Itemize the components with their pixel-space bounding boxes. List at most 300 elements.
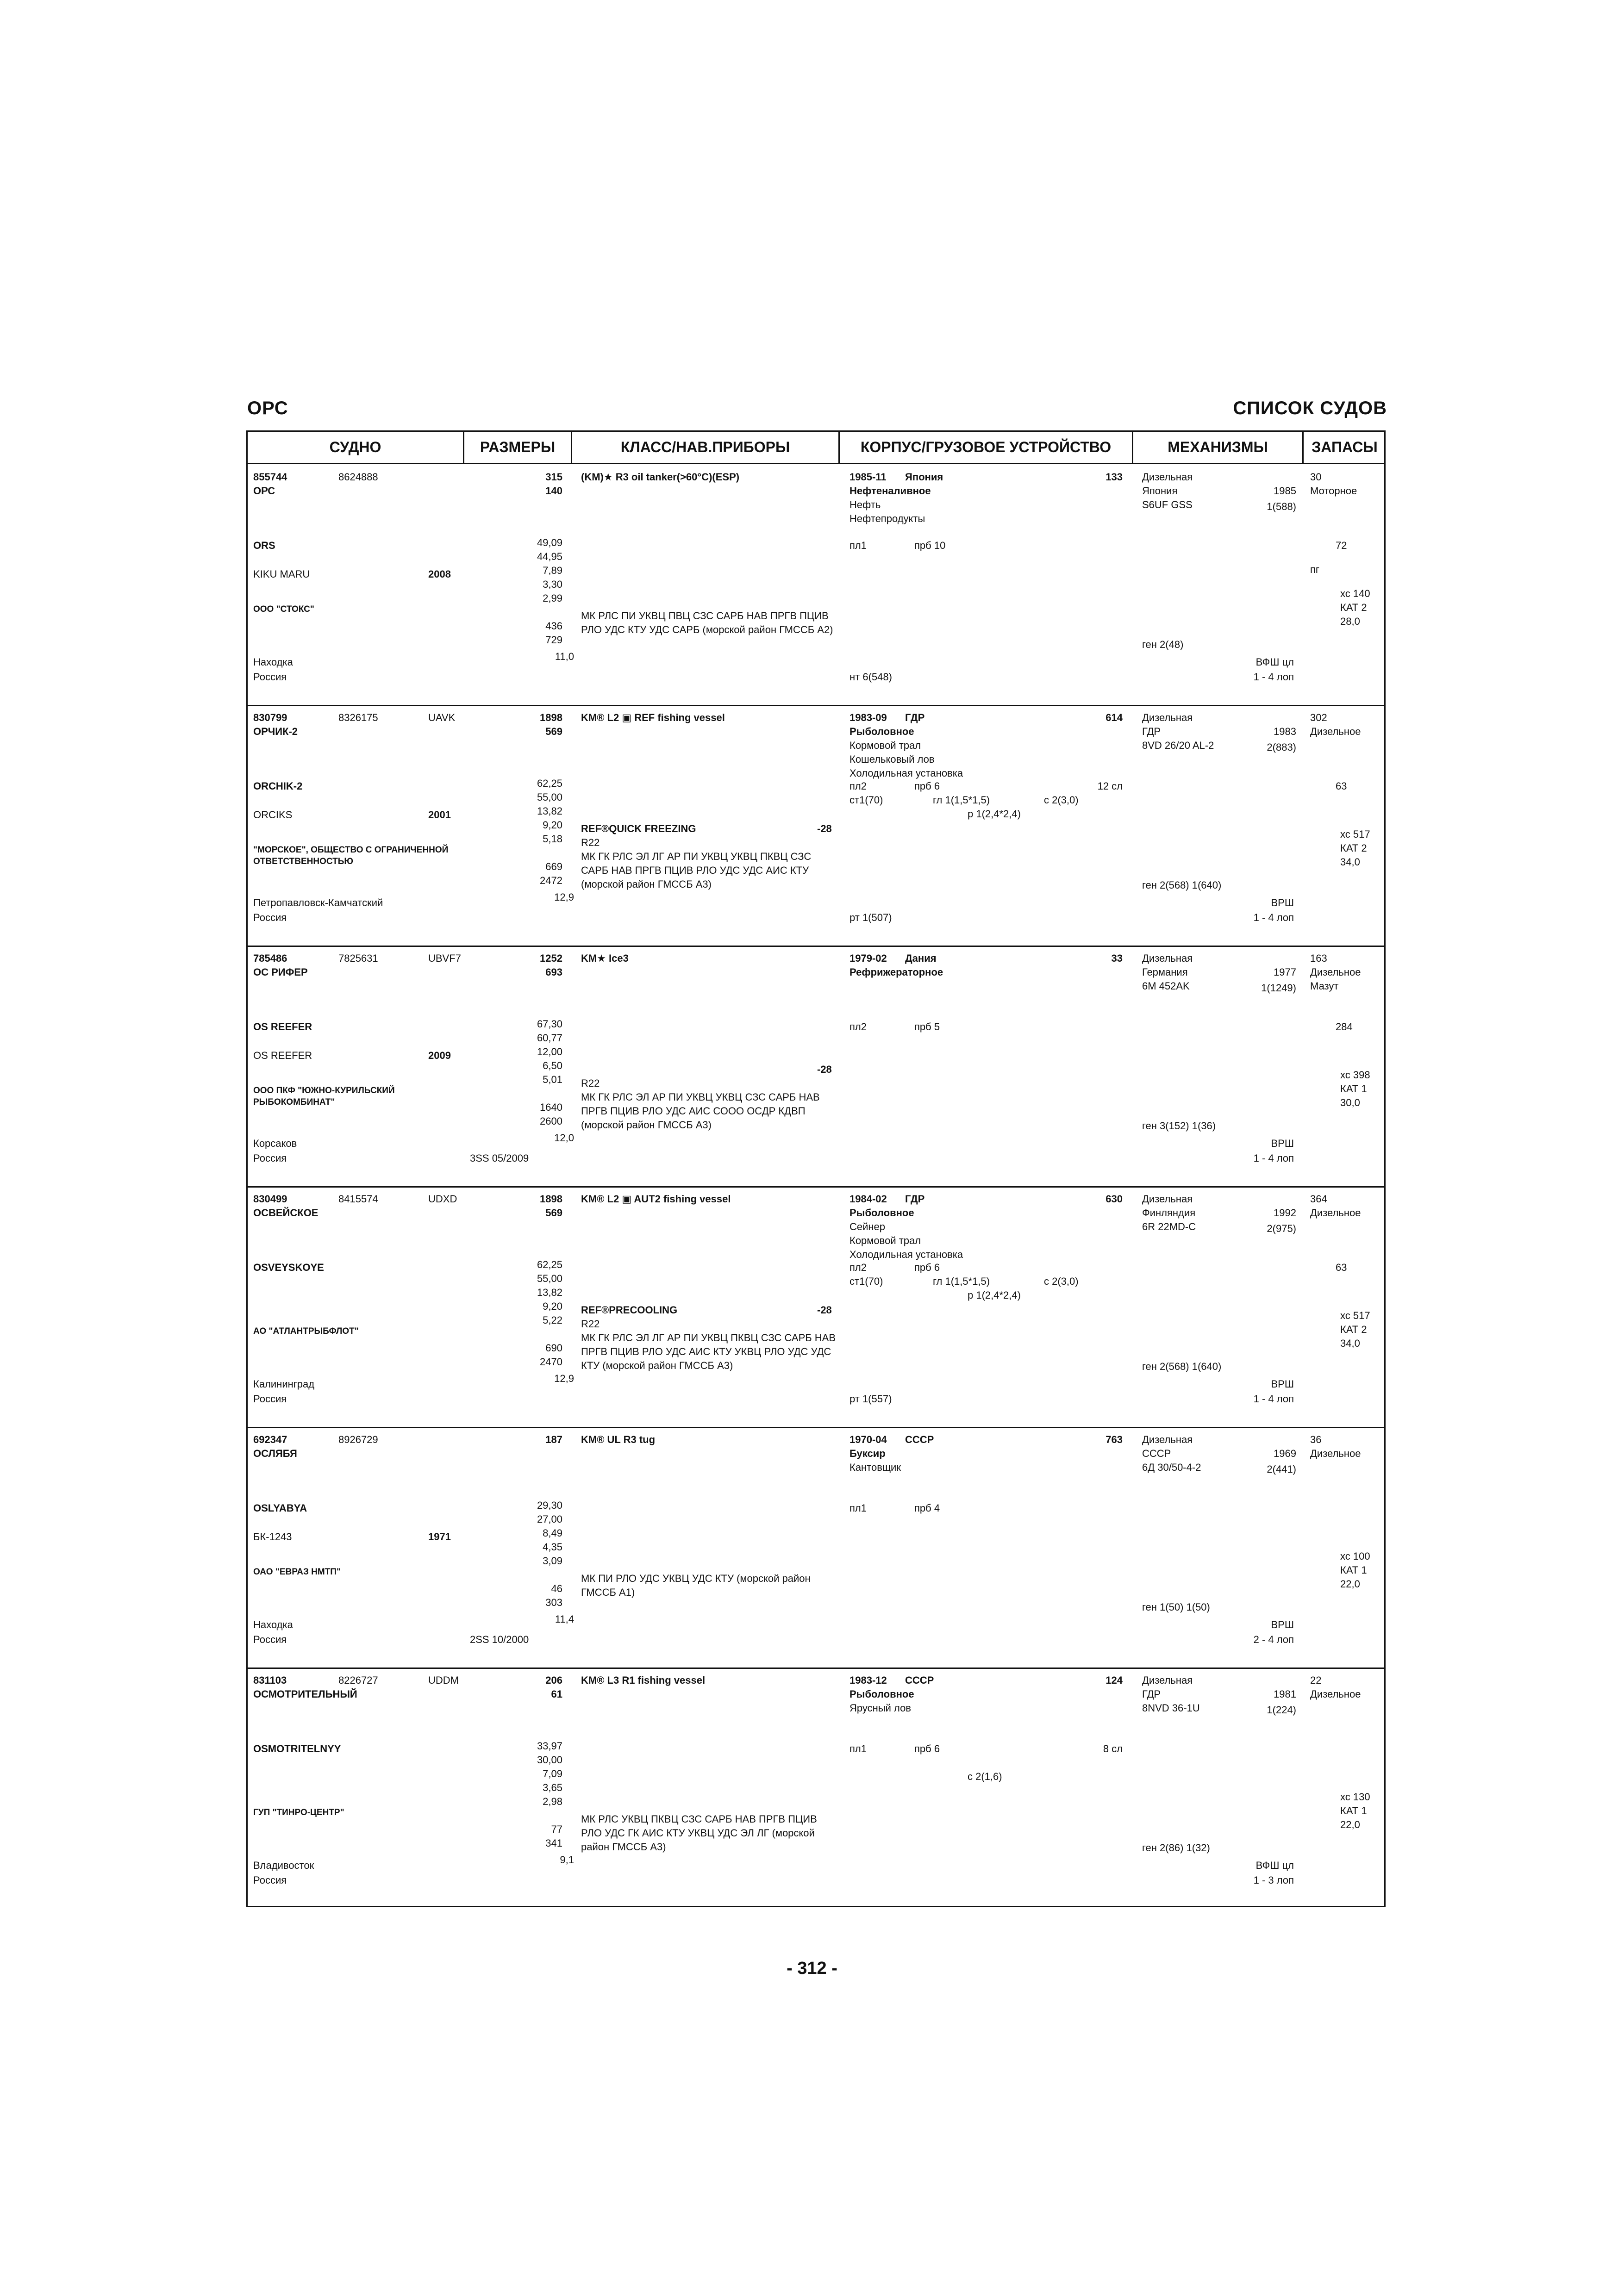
stores-fuel-amount: 364 xyxy=(1310,1193,1327,1205)
list-line: 8,49 xyxy=(543,1527,562,1539)
vessel-name: ОС РИФЕР xyxy=(253,966,308,978)
engine-country: Финляндия xyxy=(1142,1207,1196,1219)
list-line: 7,89 xyxy=(543,565,562,576)
list-line: хс 517 xyxy=(1340,1310,1370,1321)
engine-year: 1992 xyxy=(1274,1207,1296,1219)
builder-number: 133 xyxy=(1106,471,1123,483)
hatch-extra: р 1(2,4*2,4) xyxy=(968,808,1021,820)
bulkhead-count: прб 6 xyxy=(914,1262,940,1273)
refrigerant: R22 xyxy=(581,837,600,848)
hatch-sizes: гл 1(1,5*1,5) xyxy=(933,794,990,806)
propeller-blades: 1 - 3 лоп xyxy=(1253,1874,1294,1886)
stores-list xyxy=(1340,1790,1370,1832)
engine-country: ГДР xyxy=(1142,726,1161,737)
list-line: 29,30 xyxy=(537,1500,562,1511)
list-line: 46 xyxy=(551,1583,562,1594)
gross-tonnage: 315 xyxy=(545,471,562,483)
propeller-blades: 2 - 4 лоп xyxy=(1253,1634,1294,1645)
vessel-imo-number: 8326175 xyxy=(338,712,378,723)
list-line: хс 130 xyxy=(1340,1791,1370,1803)
bulkhead-count: прб 6 xyxy=(914,1743,940,1755)
engine-power: 1(1249) xyxy=(1261,982,1296,994)
vessel-imo-number: 8226727 xyxy=(338,1674,378,1686)
stores-list xyxy=(1340,587,1370,628)
generators: ген 3(152) 1(36) xyxy=(1142,1120,1216,1132)
propeller-type: ВРШ xyxy=(1271,1619,1294,1630)
vessel-former-year: 1971 xyxy=(428,1531,451,1543)
engine-power: 1(224) xyxy=(1267,1704,1296,1716)
net-tonnage: 693 xyxy=(545,966,562,978)
dimensions-list xyxy=(488,536,562,647)
list-line xyxy=(488,605,562,619)
list-line: КАТ 1 xyxy=(1340,1083,1367,1095)
page-section-title: СПИСОК СУДОВ xyxy=(1233,398,1387,418)
speed: 12,9 xyxy=(554,1373,574,1384)
generators: ген 2(48) xyxy=(1142,639,1184,650)
stores-fuel-type: Дизельное xyxy=(1310,1688,1361,1700)
vessel-reg-number: 830499 xyxy=(253,1193,287,1205)
list-line: 28,0 xyxy=(1340,616,1360,627)
generators: ген 1(50) 1(50) xyxy=(1142,1601,1210,1613)
list-line: 303 xyxy=(545,1597,562,1608)
navigation-equipment: МК ПИ РЛО УДС УКВЦ УДС КТУ (морской район ГМССБ А1) xyxy=(581,1573,811,1598)
builder-number: 124 xyxy=(1106,1674,1123,1686)
vessel-type: Нефтеналивное xyxy=(849,485,931,497)
builder-number: 630 xyxy=(1106,1193,1123,1205)
build-date: 1983-09 xyxy=(849,712,887,723)
list-line: 2600 xyxy=(540,1115,562,1127)
vessel-country: Россия xyxy=(253,1393,287,1405)
engine-type: Дизельная xyxy=(1142,1674,1193,1686)
vessel-callsign: UDXD xyxy=(428,1193,457,1205)
engine-type: Дизельная xyxy=(1142,471,1193,483)
stores-fuel-amount: 22 xyxy=(1310,1674,1322,1686)
stores-unit: пг xyxy=(1310,564,1319,575)
vessel-reg-number: 785486 xyxy=(253,952,287,964)
propeller-type: ВФШ цл xyxy=(1255,656,1294,668)
list-line: 13,82 xyxy=(537,805,562,817)
build-country: ГДР xyxy=(905,712,925,723)
engine-country: Германия xyxy=(1142,966,1188,978)
propeller-blades: 1 - 4 лоп xyxy=(1253,1152,1294,1164)
gross-tonnage: 187 xyxy=(545,1434,562,1445)
vessel-description xyxy=(849,1220,963,1262)
list-line: Кормовой трал xyxy=(849,740,921,751)
vessel-type: Рыболовное xyxy=(849,1207,914,1219)
gross-tonnage: 1898 xyxy=(540,712,562,723)
propeller-blades: 1 - 4 лоп xyxy=(1253,671,1294,683)
vessel-latin-name: ORCHIK-2 xyxy=(253,780,303,792)
vessel-callsign: UDDM xyxy=(428,1674,459,1686)
col-header-class: КЛАСС/НАВ.ПРИБОРЫ xyxy=(572,432,838,464)
hatch-dims: ст1(70) xyxy=(849,794,883,806)
hold-count: пл2 xyxy=(849,1021,867,1033)
net-tonnage: 140 xyxy=(545,485,562,497)
stores-list xyxy=(1340,1068,1370,1110)
list-line: хс 517 xyxy=(1340,828,1370,840)
vessel-home-port: Находка xyxy=(253,656,293,668)
speed: 9,1 xyxy=(560,1854,574,1866)
class-refrigeration: REF®PRECOOLING xyxy=(581,1304,678,1316)
list-line: 55,00 xyxy=(537,1273,562,1284)
col-header-hull: КОРПУС/ГРУЗОВОЕ УСТРОЙСТВО xyxy=(840,432,1132,464)
list-line: Сейнер xyxy=(849,1221,886,1232)
propeller-blades: 1 - 4 лоп xyxy=(1253,1393,1294,1405)
engine-model: S6UF GSS xyxy=(1142,499,1193,510)
page-running-title: ОРС xyxy=(247,398,288,418)
vessel-country: Россия xyxy=(253,912,287,923)
vessel-reg-number: 855744 xyxy=(253,471,287,483)
bulkhead-count: прб 10 xyxy=(914,540,946,551)
list-line: 3,30 xyxy=(543,579,562,590)
list-line: 34,0 xyxy=(1340,1338,1360,1349)
vessel-former-year: 2001 xyxy=(428,809,451,821)
stores-water: 63 xyxy=(1336,1262,1347,1273)
build-date: 1985-11 xyxy=(849,471,887,483)
vessel-latin-name: OSVEYSKOYE xyxy=(253,1262,324,1273)
list-line: 6,50 xyxy=(543,1060,562,1071)
vessel-owner: ГУП "ТИНРО-ЦЕНТР" xyxy=(253,1808,344,1817)
builder-number: 33 xyxy=(1111,952,1123,964)
stores-fuel-type: Дизельное xyxy=(1310,1448,1361,1459)
vessel-latin-name: ORS xyxy=(253,540,275,551)
vessel-callsign: UBVF7 xyxy=(428,952,461,964)
cargo-tanks: рт 1(507) xyxy=(849,912,892,923)
engine-country: Япония xyxy=(1142,485,1178,497)
list-line: 9,20 xyxy=(543,819,562,831)
navigation-equipment: МК ГК РЛС ЭЛ ЛГ АР ПИ УКВЦ ПКВЦ СЗС САРБ НАВ ПРГВ ПЦИВ РЛО УДС АИС КТУ УКВЦ РЛО УДС УДС КТУ (морской район ГМССБ А3) xyxy=(581,1332,836,1371)
dimensions-list xyxy=(488,1499,562,1610)
vessel-survey: 3SS 05/2009 xyxy=(470,1152,529,1164)
vessel-country: Россия xyxy=(253,671,287,683)
vessel-name: ОРЧИК-2 xyxy=(253,726,298,737)
stores-fuel-type: Дизельное xyxy=(1310,726,1361,737)
vessel-callsign: UAVK xyxy=(428,712,456,723)
list-line xyxy=(488,1568,562,1582)
hold-count: пл1 xyxy=(849,1743,867,1755)
list-line: 67,30 xyxy=(537,1018,562,1030)
list-line: 729 xyxy=(545,634,562,646)
stores-fuel-amount: 163 xyxy=(1310,952,1327,964)
engine-type: Дизельная xyxy=(1142,952,1193,964)
propeller-blades: 1 - 4 лоп xyxy=(1253,912,1294,923)
propeller-type: ВРШ xyxy=(1271,1138,1294,1149)
stores-water: 63 xyxy=(1336,780,1347,792)
vessel-name: ОСМОТРИТЕЛЬНЫЙ xyxy=(253,1688,357,1700)
list-line: 55,00 xyxy=(537,791,562,803)
stores-fuel-type: Дизельное xyxy=(1310,966,1361,978)
dimensions-list xyxy=(488,1739,562,1850)
list-line: 33,97 xyxy=(537,1740,562,1752)
bulkhead-count: прб 6 xyxy=(914,780,940,792)
stores-fuel-type: Дизельное xyxy=(1310,1207,1361,1219)
cargo-capacity: 12 сл xyxy=(1097,780,1123,792)
list-line: КАТ 1 xyxy=(1340,1805,1367,1817)
vessel-reg-number: 830799 xyxy=(253,712,287,723)
dimensions-list xyxy=(488,1258,562,1369)
list-line: 5,18 xyxy=(543,833,562,845)
speed: 12,0 xyxy=(554,1132,574,1144)
vessel-former-name: KIKU MARU xyxy=(253,568,310,580)
net-tonnage: 569 xyxy=(545,726,562,737)
vessel-owner: ООО "СТОКС" xyxy=(253,604,314,614)
list-line: 30,0 xyxy=(1340,1097,1360,1108)
build-date: 1970-04 xyxy=(849,1434,887,1445)
list-line: 3,65 xyxy=(543,1782,562,1793)
engine-country: СССР xyxy=(1142,1448,1171,1459)
cargo-tanks: рт 1(557) xyxy=(849,1393,892,1405)
list-line: хс 398 xyxy=(1340,1069,1370,1081)
hold-count: пл2 xyxy=(849,1262,867,1273)
vessel-owner: ОАО "ЕВРАЗ НМТП" xyxy=(253,1567,341,1577)
propeller-type: ВФШ цл xyxy=(1255,1860,1294,1871)
vessel-description xyxy=(849,1701,911,1715)
list-line: 4,35 xyxy=(543,1541,562,1553)
engine-country: ГДР xyxy=(1142,1688,1161,1700)
engine-power: 1(588) xyxy=(1267,501,1296,512)
list-line: 22,0 xyxy=(1340,1578,1360,1590)
engine-power: 2(975) xyxy=(1267,1223,1296,1234)
vessel-name: ОСВЕЙСКОЕ xyxy=(253,1207,319,1219)
list-line: Нефть xyxy=(849,499,881,510)
list-line: 2,99 xyxy=(543,592,562,604)
list-line: 22,0 xyxy=(1340,1819,1360,1830)
hatch-extra: р 1(2,4*2,4) xyxy=(968,1289,1021,1301)
engine-year: 1977 xyxy=(1274,966,1296,978)
class-notation: KM® UL R3 tug xyxy=(581,1434,656,1445)
hatch-sizes: гл 1(1,5*1,5) xyxy=(933,1276,990,1287)
stores-fuel-amount: 302 xyxy=(1310,712,1327,723)
list-line: Кантовщик xyxy=(849,1462,901,1473)
generators: ген 2(86) 1(32) xyxy=(1142,1842,1210,1854)
vessel-former-name: ORCIKS xyxy=(253,809,293,821)
engine-year: 1985 xyxy=(1274,485,1296,497)
list-line: 27,00 xyxy=(537,1513,562,1525)
vessel-name: ОРС xyxy=(253,485,275,497)
vessel-owner: "МОРСКОЕ", ОБЩЕСТВО С ОГРАНИЧЕННОЙ ОТВЕТСТВЕННОСТЬЮ xyxy=(253,845,449,866)
list-line: Ярусный лов xyxy=(849,1702,911,1714)
vessel-former-year: 2009 xyxy=(428,1050,451,1061)
vessel-former-year: 2008 xyxy=(428,568,451,580)
list-line: 34,0 xyxy=(1340,856,1360,868)
vessel-imo-number: 8624888 xyxy=(338,471,378,483)
vessel-home-port: Владивосток xyxy=(253,1860,314,1871)
list-line: 690 xyxy=(545,1342,562,1354)
refrigerant: R22 xyxy=(581,1077,600,1089)
bulkhead-count: прб 5 xyxy=(914,1021,940,1033)
dimensions-list xyxy=(488,1017,562,1128)
stores-fuel-amount: 36 xyxy=(1310,1434,1322,1445)
engine-model: 8VD 26/20 AL-2 xyxy=(1142,740,1214,751)
navigation-equipment: МК РЛС УКВЦ ПКВЦ СЗС САРБ НАВ ПРГВ ПЦИВ РЛО УДС ГК АИС КТУ УКВЦ УДС ЭЛ ЛГ (морской район ГМССБ А3) xyxy=(581,1813,817,1853)
list-line: КАТ 2 xyxy=(1340,602,1367,613)
vessel-record xyxy=(248,706,1384,947)
generators: ген 2(568) 1(640) xyxy=(1142,1361,1222,1372)
col-header-stores: ЗАПАСЫ xyxy=(1304,432,1386,464)
engine-type: Дизельная xyxy=(1142,1193,1193,1205)
gross-tonnage: 206 xyxy=(545,1674,562,1686)
list-line: 60,77 xyxy=(537,1032,562,1044)
vessel-record xyxy=(248,947,1384,1188)
vessel-country: Россия xyxy=(253,1634,287,1645)
build-country: Япония xyxy=(905,471,943,483)
cargo-capacity: 8 сл xyxy=(1103,1743,1123,1755)
vessel-imo-number: 8926729 xyxy=(338,1434,378,1445)
speed: 12,9 xyxy=(554,891,574,903)
class-notation: KM★ Ice3 xyxy=(581,952,629,964)
speed: 11,0 xyxy=(555,651,574,662)
vessel-latin-name: OS REEFER xyxy=(253,1021,312,1033)
net-tonnage: 569 xyxy=(545,1207,562,1219)
engine-year: 1983 xyxy=(1274,726,1296,737)
list-line xyxy=(488,1327,562,1341)
navigation-equipment: МК ГК РЛС ЭЛ ЛГ АР ПИ УКВЦ УКВЦ ПКВЦ СЗС САРБ НАВ ПРГВ ПЦИВ РЛО УДС УДС АИС КТУ (морской район ГМССБ А3) xyxy=(581,851,812,890)
builder-number: 614 xyxy=(1106,712,1123,723)
vessel-description xyxy=(849,1461,901,1475)
stores-fuel-amount: 30 xyxy=(1310,471,1322,483)
engine-model: 6M 452AK xyxy=(1142,980,1190,992)
stores-list xyxy=(1340,1549,1370,1591)
refrigerant: R22 xyxy=(581,1318,600,1330)
engine-type: Дизельная xyxy=(1142,712,1193,723)
list-line: 77 xyxy=(551,1823,562,1835)
engine-model: 6R 22MD-C xyxy=(1142,1221,1196,1232)
propeller-type: ВРШ xyxy=(1271,1378,1294,1390)
vessel-latin-name: OSLYABYA xyxy=(253,1502,307,1514)
list-line: хс 140 xyxy=(1340,588,1370,599)
build-date: 1979-02 xyxy=(849,952,887,964)
hold-count: пл2 xyxy=(849,780,867,792)
cargo-tanks: нт 6(548) xyxy=(849,671,892,683)
vessel-record xyxy=(248,1188,1384,1428)
list-line: Нефтепродукты xyxy=(849,513,925,524)
list-line: Холодильная установка xyxy=(849,767,963,779)
list-line: 9,20 xyxy=(543,1300,562,1312)
list-line: 2,98 xyxy=(543,1796,562,1807)
list-line: 1640 xyxy=(540,1101,562,1113)
list-line: 62,25 xyxy=(537,1259,562,1270)
list-line xyxy=(488,1809,562,1823)
list-line: 49,09 xyxy=(537,537,562,548)
vessel-former-name: БК-1243 xyxy=(253,1531,292,1543)
navigation-equipment: МК РЛС ПИ УКВЦ ПВЦ СЗС САРБ НАВ ПРГВ ПЦИВ РЛО УДС КТУ УДС САРБ (морской район ГМССБ А2) xyxy=(581,610,833,635)
vessel-home-port: Петропавловск-Камчатский xyxy=(253,897,383,908)
vessel-country: Россия xyxy=(253,1152,287,1164)
vessel-home-port: Корсаков xyxy=(253,1138,297,1149)
list-line xyxy=(488,1087,562,1101)
class-notation: KM® L3 R1 fishing vessel xyxy=(581,1674,706,1686)
hold-count: пл1 xyxy=(849,1502,867,1514)
list-line: 44,95 xyxy=(537,551,562,562)
engine-model: 6Д 30/50-4-2 xyxy=(1142,1462,1201,1473)
stores-water: 72 xyxy=(1336,540,1347,551)
list-line: 62,25 xyxy=(537,778,562,789)
engine-year: 1969 xyxy=(1274,1448,1296,1459)
engine-model: 8NVD 36-1U xyxy=(1142,1702,1200,1714)
speed: 11,4 xyxy=(555,1613,574,1625)
dimensions-list xyxy=(488,777,562,888)
propeller-type: ВРШ xyxy=(1271,897,1294,908)
engine-power: 2(441) xyxy=(1267,1463,1296,1475)
vessel-record xyxy=(248,1428,1384,1669)
hatch-extra: с 2(1,6) xyxy=(968,1771,1002,1782)
hatch-dims: ст1(70) xyxy=(849,1276,883,1287)
vessel-home-port: Калининград xyxy=(253,1378,315,1390)
gross-tonnage: 1252 xyxy=(540,952,562,964)
list-line: хс 100 xyxy=(1340,1550,1370,1562)
class-notation: KM® L2 ▣ AUT2 fishing vessel xyxy=(581,1193,731,1205)
list-line: 30,00 xyxy=(537,1754,562,1766)
engine-type: Дизельная xyxy=(1142,1434,1193,1445)
list-line xyxy=(488,846,562,860)
build-country: СССР xyxy=(905,1434,934,1445)
list-line: КАТ 1 xyxy=(1340,1564,1367,1576)
vessel-type: Рыболовное xyxy=(849,1688,914,1700)
vessel-type: Рыболовное xyxy=(849,726,914,737)
refrigeration-temperature: -28 xyxy=(817,823,832,834)
build-country: СССР xyxy=(905,1674,934,1686)
vessel-owner: АО "АТЛАНТРЫБФЛОТ" xyxy=(253,1326,359,1336)
hatch-cargo: с 2(3,0) xyxy=(1044,794,1079,806)
list-line: 436 xyxy=(545,620,562,632)
vessel-country: Россия xyxy=(253,1874,287,1886)
list-line: 5,22 xyxy=(543,1314,562,1326)
vessel-reg-number: 831103 xyxy=(253,1674,287,1686)
list-line: 669 xyxy=(545,861,562,872)
vessel-imo-number: 8415574 xyxy=(338,1193,378,1205)
bulkhead-count: прб 4 xyxy=(914,1502,940,1514)
vessel-type: Буксир xyxy=(849,1448,886,1459)
list-line: 2470 xyxy=(540,1356,562,1368)
list-line: 7,09 xyxy=(543,1768,562,1780)
stores-list xyxy=(1340,1309,1370,1350)
vessel-latin-name: OSMOTRITELNYY xyxy=(253,1743,341,1755)
vessel-description xyxy=(849,739,963,780)
list-line: Кормовой трал xyxy=(849,1235,921,1246)
list-line: 13,82 xyxy=(537,1287,562,1298)
generators: ген 2(568) 1(640) xyxy=(1142,879,1222,891)
vessel-reg-number: 692347 xyxy=(253,1434,287,1445)
vessel-imo-number: 7825631 xyxy=(338,952,378,964)
col-header-machinery: МЕХАНИЗМЫ xyxy=(1133,432,1302,464)
class-refrigeration: REF®QUICK FREEZING xyxy=(581,823,696,834)
stores-fuel-type: Моторное xyxy=(1310,485,1357,497)
list-line: Кошельковый лов xyxy=(849,753,935,765)
vessel-home-port: Находка xyxy=(253,1619,293,1630)
vessel-record xyxy=(248,466,1384,706)
stores-water: 284 xyxy=(1336,1021,1353,1033)
vessel-description xyxy=(849,498,925,526)
vessel-type: Рефрижераторное xyxy=(849,966,943,978)
refrigeration-temperature: -28 xyxy=(817,1064,832,1075)
vessel-survey: 2SS 10/2000 xyxy=(470,1634,529,1645)
navigation-equipment: МК ГК РЛС ЭЛ АР ПИ УКВЦ УКВЦ СЗС САРБ НАВ ПРГВ ПЦИВ РЛО УДС АИС СООО ОСДР КДВП (морской район ГМССБ А3) xyxy=(581,1091,820,1131)
engine-year: 1981 xyxy=(1274,1688,1296,1700)
net-tonnage: 61 xyxy=(551,1688,562,1700)
vessel-owner: ООО ПКФ "ЮЖНО-КУРИЛЬСКИЙ РЫБОКОМБИНАТ" xyxy=(253,1086,395,1107)
refrigeration-temperature: -28 xyxy=(817,1304,832,1316)
stores-list xyxy=(1340,828,1370,869)
list-line: 12,00 xyxy=(537,1046,562,1058)
list-line: КАТ 2 xyxy=(1340,1324,1367,1335)
hold-count: пл1 xyxy=(849,540,867,551)
build-date: 1983-12 xyxy=(849,1674,887,1686)
vessel-name: ОСЛЯБЯ xyxy=(253,1448,297,1459)
vessel-record xyxy=(248,1669,1384,1910)
list-line: КАТ 2 xyxy=(1340,842,1367,854)
build-date: 1984-02 xyxy=(849,1193,887,1205)
list-line: Холодильная установка xyxy=(849,1249,963,1260)
